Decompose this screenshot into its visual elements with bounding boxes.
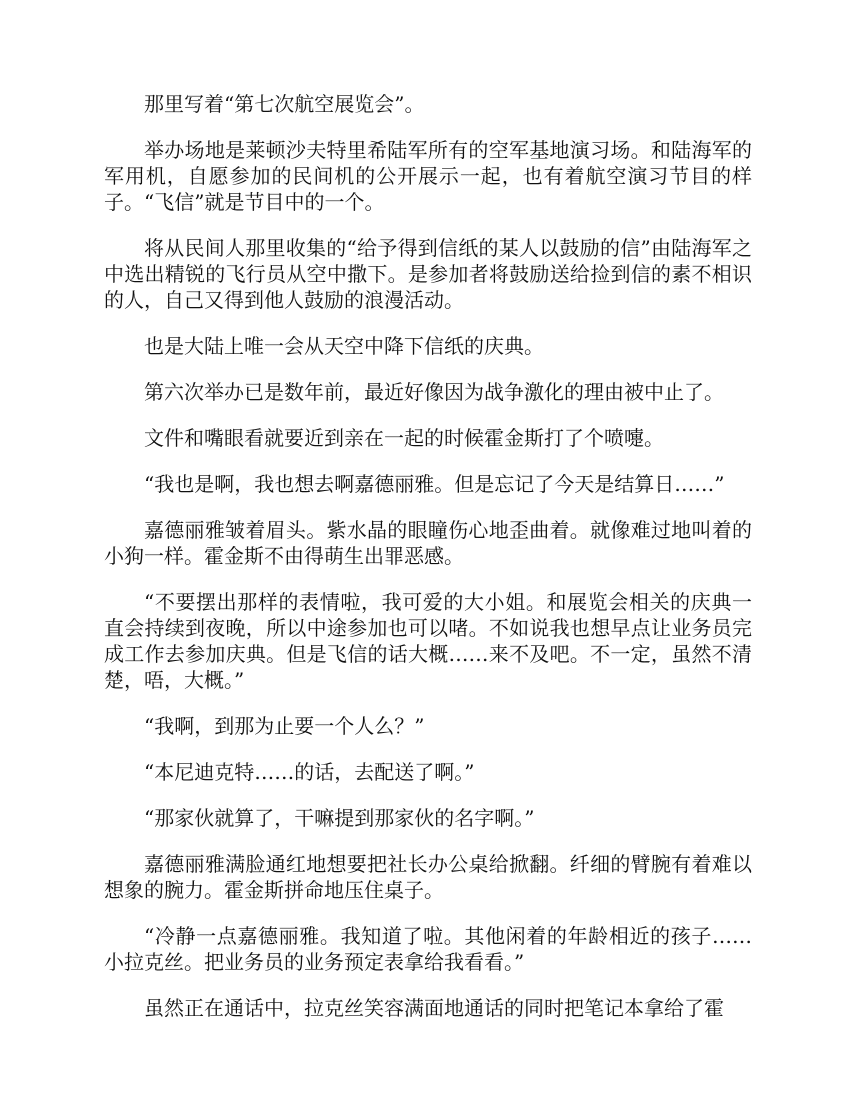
paragraph: 举办场地是莱顿沙夫特里希陆军所有的空军基地演习场。和陆海军的军用机，自愿参加的民间机的公开展示一起，也有着航空演习节目的样子。“飞信”就是节目中的一个。 xyxy=(104,138,752,214)
paragraph: 虽然正在通话中，拉克丝笑容满面地通话的同时把笔记本拿给了霍 xyxy=(144,996,724,1020)
paragraph: “冷静一点嘉德丽雅。我知道了啦。其他闲着的年龄相近的孩子……小拉克丝。把业务员的业务预定表拿给我看看。” xyxy=(104,924,752,974)
document-body xyxy=(104,91,752,1041)
paragraph: 也是大陆上唯一会从天空中降下信纸的庆典。 xyxy=(144,334,544,358)
paragraph: “那家伙就算了，干嘛提到那家伙的名字啊。” xyxy=(144,806,535,830)
paragraph: 第六次举办已是数年前，最近好像因为战争激化的理由被中止了。 xyxy=(144,380,724,404)
paragraph: “不要摆出那样的表情啦，我可爱的大小姐。和展览会相关的庆典一直会持续到夜晚，所以中途参加也可以啫。不如说我也想早点让业务员完成工作去参加庆典。但是飞信的话大概……来不及吧。不一定，虽然不清楚，唔，大概。” xyxy=(104,590,752,692)
paragraph: 嘉德丽雅满脸通红地想要把社长办公桌给掀翻。纤细的臂腕有着难以想象的腕力。霍金斯拼命地压住桌子。 xyxy=(104,852,752,902)
paragraph: “我也是啊，我也想去啊嘉德丽雅。但是忘记了今天是结算日……” xyxy=(144,472,725,496)
paragraph: 嘉德丽雅皱着眉头。紫水晶的眼瞳伤心地歪曲着。就像难过地叫着的小狗一样。霍金斯不由得萌生出罪恶感。 xyxy=(104,518,752,568)
paragraph: 将从民间人那里收集的“给予得到信纸的某人以鼓励的信”由陆海军之中选出精锐的飞行员从空中撒下。是参加者将鼓励送给捡到信的素不相识的人，自己又得到他人鼓励的浪漫活动。 xyxy=(104,236,752,312)
paragraph: “我啊，到那为止要一个人么？” xyxy=(144,714,425,738)
paragraph: 文件和嘴眼看就要近到亲在一起的时候霍金斯打了个喷嚏。 xyxy=(144,426,664,450)
paragraph: “本尼迪克特……的话，去配送了啊。” xyxy=(144,760,475,784)
paragraph: 那里写着“第七次航空展览会”。 xyxy=(144,92,425,116)
